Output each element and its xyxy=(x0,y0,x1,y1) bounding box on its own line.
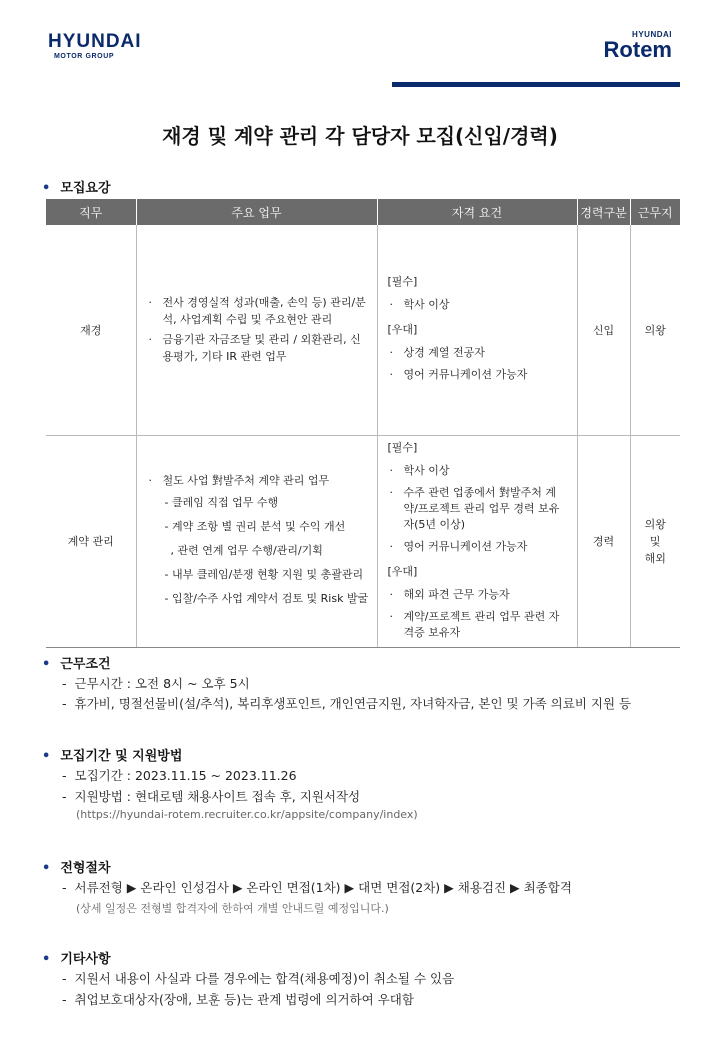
requirement-item: · 영어 커뮤니케이션 가능자 xyxy=(389,368,528,382)
career-type: 신입 xyxy=(577,225,630,435)
duty-subitem: - 계약 조항 별 권리 분석 및 수익 개선 xyxy=(164,520,346,533)
header-job: 직무 xyxy=(46,199,136,225)
duty-item: · 전사 경영실적 성과(매출, 손익 등) 관리/분석, 사업계획 수립 및 주요현안 관리 xyxy=(148,296,366,327)
table-row xyxy=(46,435,680,647)
requirement-item: · 학사 이상 xyxy=(389,298,450,312)
requirement-item: · 상경 계열 전공자 xyxy=(389,346,485,360)
header-requirements: 자격 요건 xyxy=(377,199,577,225)
header-location: 근무지 xyxy=(630,199,680,225)
career-type: 경력 xyxy=(577,435,630,647)
duty-subitem: , 관련 연계 업무 수행/관리/기획 xyxy=(170,544,323,557)
duty-subitem: - 내부 클레임/분쟁 현황 지원 및 총괄관리 xyxy=(164,568,364,581)
bullet-dot: • xyxy=(42,952,51,967)
requirement-item: · 계약/프로젝트 관리 업무 관련 자격증 보유자 xyxy=(389,609,560,639)
bullet-dot: • xyxy=(42,657,51,672)
application-item: - 지원방법 : 현대로템 채용사이트 접속 후, 지원서작성 xyxy=(62,789,361,804)
condition-item: - 휴가비, 명절선물비(설/추석), 복리후생포인트, 개인연금지원, 자녀학자금, 본인 및 가족 의료비 지원 등 xyxy=(62,696,632,711)
condition-item: - 근무시간 : 오전 8시 ~ 오후 5시 xyxy=(62,676,250,691)
process-note: (상세 일정은 전형별 합격자에 한하여 개별 안내드릴 예정입니다.) xyxy=(76,902,389,915)
table-row xyxy=(46,225,680,435)
header-career: 경력구분 xyxy=(577,199,630,225)
section-application-period: • 모집기간 및 지원방법 xyxy=(42,749,183,764)
other-item: - 지원서 내용이 사실과 다를 경우에는 합격(채용예정)이 취소될 수 있음 xyxy=(62,971,455,986)
requirement-item: · 영어 커뮤니케이션 가능자 xyxy=(389,539,528,553)
requirements-cell: [필수] · 학사 이상 [우대] · 상경 계열 전공자 · 영어 커뮤니케이션 가능자 xyxy=(377,225,577,435)
section-selection-process: • 전형절차 xyxy=(42,861,111,876)
logo-subtext: MOTOR GROUP xyxy=(54,53,115,60)
duty-item: · 금융기관 자금조달 및 관리 / 외환관리, 신용평가, 기타 IR 관련 업무 xyxy=(148,333,361,364)
requirement-item: · 해외 파견 근무 가능자 xyxy=(389,587,510,601)
hyundai-rotem-logo xyxy=(604,30,672,61)
section-recruitment-outline: • 모집요강 xyxy=(42,181,111,196)
logo-small-text: HYUNDAI xyxy=(632,30,672,39)
application-url: (https://hyundai-rotem.recruiter.co.kr/appsite/company/index) xyxy=(76,808,418,821)
hyundai-motor-group-logo xyxy=(48,32,142,60)
header-accent-bar xyxy=(392,82,680,87)
job-table xyxy=(46,199,680,648)
section-working-conditions: • 근무조건 xyxy=(42,657,111,672)
header-duties: 주요 업무 xyxy=(136,199,377,225)
process-item: - 서류전형 ▶ 온라인 인성검사 ▶ 온라인 면접(1차) ▶ 대면 면접(2차) ▶ 채용검진 ▶ 최종합격 xyxy=(62,880,572,895)
requirement-item: · 학사 이상 xyxy=(389,463,450,477)
duty-subitem: - 클레임 직접 업무 수행 xyxy=(164,496,279,509)
requirement-item: · 수주 관련 업종에서 對발주처 계약/프로젝트 관리 업무 경력 보유자(5년 이상) xyxy=(389,485,560,531)
duties-cell xyxy=(136,435,377,647)
bullet-dot: • xyxy=(42,861,51,876)
page-title: 재경 및 계약 관리 각 담당자 모집(신입/경력) xyxy=(162,124,558,148)
job-name: 계약 관리 xyxy=(46,435,136,647)
bullet-dot: • xyxy=(42,181,51,196)
application-item: - 모집기간 : 2023.11.15 ~ 2023.11.26 xyxy=(62,768,297,783)
logo-text: HYUNDAI xyxy=(48,31,142,52)
duty-item: · 철도 사업 對발주처 계약 관리 업무 xyxy=(148,474,330,487)
requirements-cell: [필수] · 학사 이상 · 수주 관련 업종에서 對발주처 계약/프로젝트 관리 업무 경력 보유자(5년 이상) · 영어 커뮤니케이션 가능자 [우대] · 해외 파견 근무 가능자 · 계약/프로젝트 관리 업무 관련 자격증 보유자 xyxy=(377,435,577,647)
work-location: 의왕 및 해외 xyxy=(630,435,680,647)
section-other-notes: • 기타사항 xyxy=(42,952,111,967)
table-header-row xyxy=(46,199,680,225)
bullet-dot: • xyxy=(42,749,51,764)
job-name: 재경 xyxy=(46,225,136,435)
logo-big-text: Rotem xyxy=(603,37,672,62)
other-item: - 취업보호대상자(장애, 보훈 등)는 관계 법령에 의거하여 우대함 xyxy=(62,992,414,1007)
duties-cell xyxy=(136,225,377,435)
work-location: 의왕 xyxy=(630,225,680,435)
duty-subitem: - 입찰/수주 사업 계약서 검토 및 Risk 발굴 xyxy=(164,592,369,605)
